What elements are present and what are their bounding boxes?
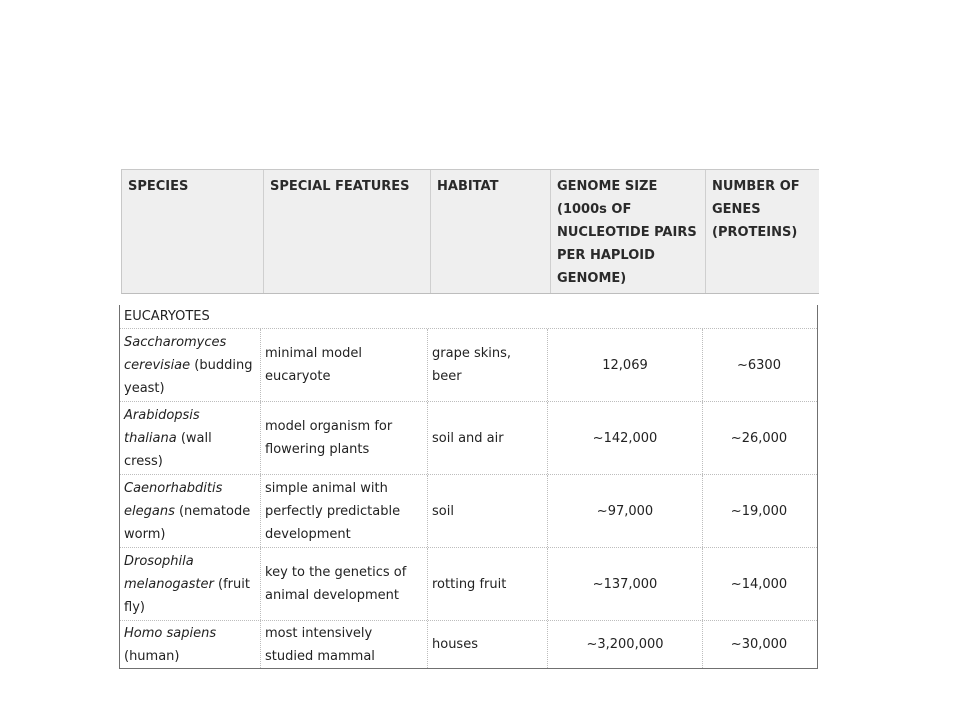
species-common-name: (budding — [190, 357, 253, 373]
header-genome-line: NUCLEOTIDE PAIRS — [557, 225, 697, 240]
species-common-name: (human) — [124, 648, 180, 664]
features-line: model organism for — [265, 419, 393, 434]
species-table — [119, 305, 818, 669]
header-species-label: SPECIES — [128, 179, 189, 194]
header-species — [122, 170, 263, 293]
species-common-name: fly) — [124, 599, 145, 615]
genes-cell: ~19,000 — [702, 475, 815, 547]
genes-cell: ~30,000 — [702, 621, 815, 668]
habitat-cell — [427, 621, 547, 668]
features-line: studied mammal — [265, 648, 375, 664]
header-genes-line: (PROTEINS) — [712, 225, 798, 240]
habitat-cell — [427, 475, 547, 547]
species-scientific-name: Caenorhabditis — [124, 480, 223, 496]
header-genome-line: GENOME) — [557, 271, 627, 286]
species-common-name: yeast) — [124, 380, 165, 396]
header-genome-line: GENOME SIZE — [557, 179, 658, 194]
species-scientific-name: Homo sapiens — [124, 625, 217, 641]
genome-size-cell: ~137,000 — [547, 548, 702, 620]
habitat-cell — [427, 402, 547, 474]
features-line: development — [265, 526, 351, 542]
header-genes-line: GENES — [712, 202, 761, 217]
features-line: perfectly predictable — [265, 503, 401, 519]
genome-size-cell: ~97,000 — [547, 475, 702, 547]
habitat-line: houses — [432, 637, 478, 652]
habitat-cell — [427, 329, 547, 401]
header-features-label: SPECIAL FEATURES — [270, 179, 410, 194]
table-row — [120, 548, 817, 621]
genes-cell: ~14,000 — [702, 548, 815, 620]
header-number-of-genes — [705, 170, 819, 293]
species-cell — [120, 329, 260, 401]
features-line: eucaryote — [265, 369, 331, 384]
header-genome-size — [550, 170, 705, 293]
genome-size-cell: 12,069 — [547, 329, 702, 401]
header-habitat-label: HABITAT — [437, 179, 499, 194]
species-cell — [120, 402, 260, 474]
species-common-name: cress) — [124, 453, 163, 469]
features-line: minimal model — [265, 346, 362, 361]
habitat-line: rotting fruit — [432, 576, 507, 592]
species-scientific-name: elegans — [124, 503, 175, 519]
header-habitat — [430, 170, 550, 293]
species-scientific-name: melanogaster — [124, 576, 214, 592]
species-common-name: worm) — [124, 526, 166, 542]
features-line: animal development — [265, 588, 399, 603]
species-scientific-name: Saccharomyces — [124, 334, 227, 350]
table-row — [120, 475, 817, 548]
genes-cell: ~6300 — [702, 329, 815, 401]
species-common-name: (nematode — [174, 503, 251, 519]
habitat-line: grape skins, — [432, 346, 512, 361]
table-header — [121, 169, 819, 294]
species-scientific-name: thaliana — [124, 430, 177, 446]
habitat-cell — [427, 548, 547, 620]
features-line: key to the genetics of — [265, 565, 407, 580]
species-scientific-name: Drosophila — [124, 553, 194, 569]
features-cell — [260, 329, 427, 401]
habitat-line: soil and air — [432, 430, 504, 446]
habitat-line: beer — [432, 369, 462, 384]
features-cell — [260, 548, 427, 620]
species-cell — [120, 475, 260, 547]
table-row — [120, 402, 817, 475]
header-genome-line: PER HAPLOID — [557, 248, 655, 263]
header-genes-line: NUMBER OF — [712, 179, 800, 194]
genome-size-cell: ~3,200,000 — [547, 621, 702, 668]
genes-cell: ~26,000 — [702, 402, 815, 474]
features-line: most intensively — [265, 625, 373, 641]
species-cell — [120, 548, 260, 620]
table-row — [120, 329, 817, 402]
table-row — [120, 621, 817, 668]
species-common-name: (fruit — [213, 576, 250, 592]
header-genome-line: (1000s OF — [557, 202, 632, 217]
species-scientific-name: cerevisiae — [124, 357, 191, 373]
species-cell — [120, 621, 260, 668]
header-special-features — [263, 170, 430, 293]
genome-size-cell: ~142,000 — [547, 402, 702, 474]
section-label: EUCARYOTES — [120, 305, 817, 329]
species-common-name: (wall — [176, 430, 212, 446]
features-cell — [260, 402, 427, 474]
features-cell — [260, 475, 427, 547]
features-line: simple animal with — [265, 480, 388, 496]
features-cell — [260, 621, 427, 668]
species-scientific-name: Arabidopsis — [124, 407, 200, 423]
features-line: flowering plants — [265, 442, 370, 457]
habitat-line: soil — [432, 503, 454, 519]
